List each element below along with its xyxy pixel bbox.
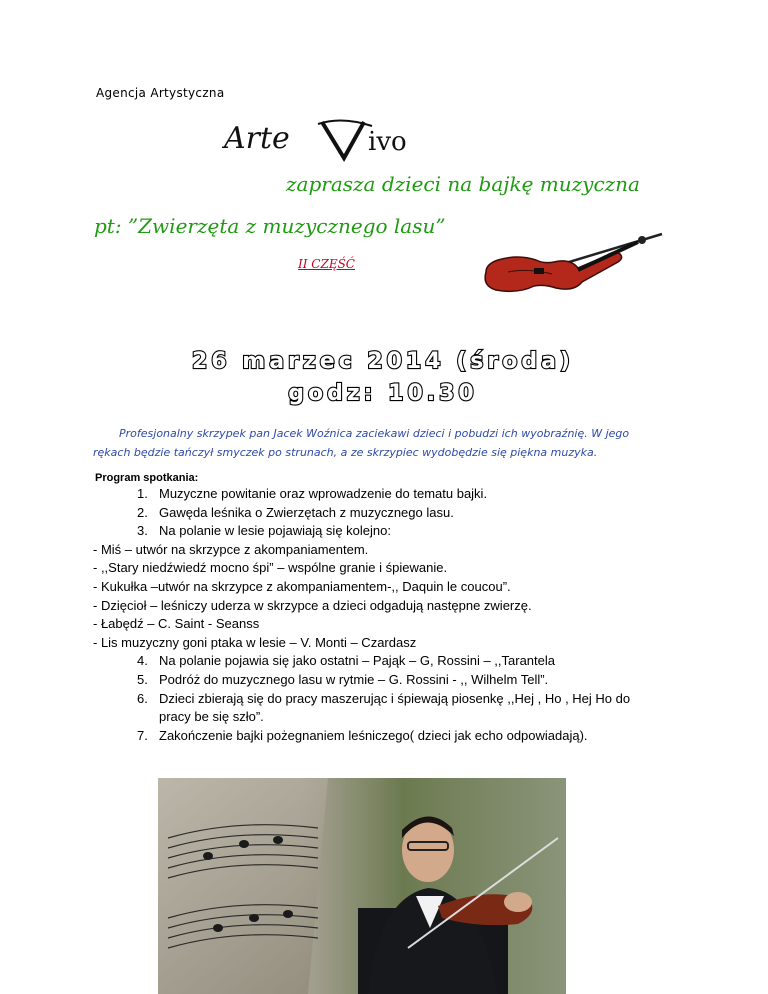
violinist-photo <box>158 778 566 994</box>
invite-text: zaprasza dzieci na bajkę muzyczna <box>286 172 640 196</box>
list-item: 2. Gawęda leśnika o Zwierzętach z muzycznego lasu. <box>137 504 454 520</box>
program-list <box>93 485 713 745</box>
list-item: 1. Muzyczne powitanie oraz wprowadzenie do tematu bajki. <box>137 486 488 501</box>
agency-label: Agencja Artystyczna <box>96 86 225 100</box>
list-item: - ,,Stary niedźwiedź mocno śpi” – wspólne granie i śpiewanie. <box>93 560 448 576</box>
logo-text-left: Arte <box>224 121 290 156</box>
violin-image <box>478 228 670 298</box>
description <box>93 424 693 462</box>
event-date: 26 marzec 2014 (środa) <box>192 349 574 374</box>
program-heading: Program spotkania: <box>95 472 199 484</box>
arte-vivo-logo <box>222 118 462 162</box>
description-line-2: rękach będzie tańczył smyczek po strunach, a ze skrzypiec wydobędzie się piękna muzyka. <box>93 446 598 459</box>
event-time: godz: 10.30 <box>288 381 478 406</box>
list-item-continuation: pracy be się szło”. <box>159 709 264 725</box>
list-item: 6. Dzieci zbierają się do pracy maszerując i śpiewają piosenkę ,,Hej , Ho , Hej Ho do <box>137 690 631 706</box>
list-item: - Lis muzyczny goni ptaka w lesie – V. Monti – Czardasz <box>93 634 417 650</box>
list-item: - Dzięcioł – leśniczy uderza w skrzypce a dzieci odgadują następne zwierzę. <box>93 597 532 613</box>
event-date-time <box>148 344 618 408</box>
list-item: - Łabędź – C. Saint - Seanss <box>93 616 260 632</box>
list-item: 4. Na polanie pojawia się jako ostatni – Pająk – G, Rossini – ,,Tarantela <box>137 653 555 669</box>
list-item: - Kukułka –utwór na skrzypce z akompaniamentem-,, Daquin le coucou”. <box>93 578 511 594</box>
list-item: 3. Na polanie w lesie pojawiają się kolejno: <box>137 523 391 539</box>
list-item: 7. Zakończenie bajki pożegnaniem leśniczego( dzieci jak echo odpowiadają). <box>137 727 588 743</box>
list-item: 5. Podróż do muzycznego lasu w rytmie – G. Rossini - ,, Wilhelm Tell”. <box>137 671 549 687</box>
description-line-1: Profesjonalny skrzypek pan Jacek Woźnica zaciekawi dzieci i pobudzi ich wyobraźnię. W jego <box>119 427 630 440</box>
logo-text-right: ivo <box>368 127 407 157</box>
show-title: pt: ”Zwierzęta z muzycznego lasu” <box>94 214 446 238</box>
list-item: - Miś – utwór na skrzypce z akompaniamentem. <box>93 541 369 557</box>
part-label: II CZĘŚĆ <box>298 257 355 271</box>
